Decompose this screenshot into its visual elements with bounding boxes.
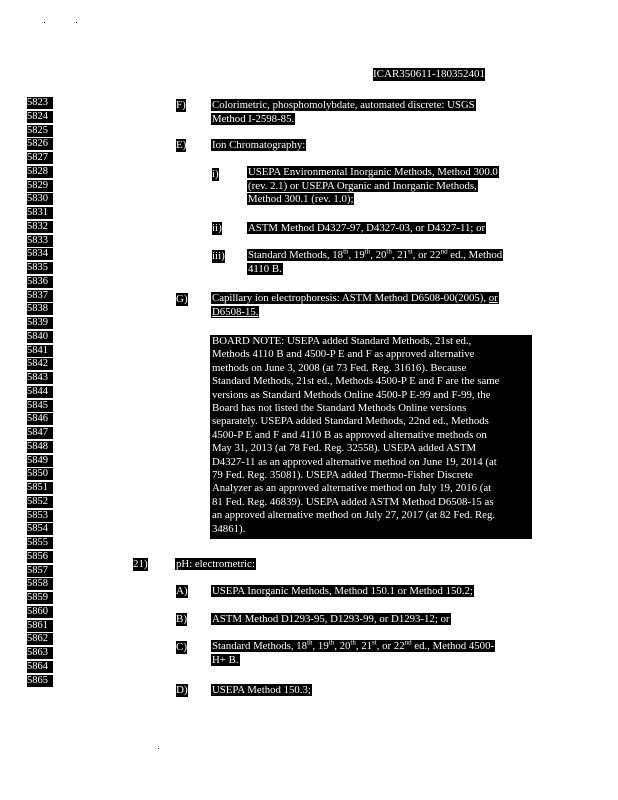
line-number: 5833	[27, 235, 53, 247]
line-number: 5831	[27, 207, 53, 219]
item-marker-f: F)	[176, 99, 186, 111]
subitem-marker-e-iii: iii)	[212, 250, 225, 262]
document-id: ICAR350611-180352401	[373, 68, 486, 80]
line-number: 5848	[27, 441, 53, 453]
board-note-line: Board has not listed the Standard Methods Online versions	[212, 402, 467, 415]
line-number: 5830	[27, 193, 53, 205]
board-note	[210, 335, 532, 539]
board-note-line: versions as Standard Methods Online 4500-P E-99 and F-99, the	[212, 388, 491, 401]
line-number: 5829	[27, 180, 53, 192]
line-number: 5855	[27, 537, 53, 549]
item-marker-b: B)	[176, 613, 187, 625]
line-number: 5840	[27, 331, 53, 343]
board-note-line: Standard Methods, 21st ed., Methods 4500-P E and F are the same	[212, 375, 500, 388]
item-marker-e: E)	[176, 139, 187, 151]
line-number: 5851	[27, 482, 53, 494]
line-number: 5843	[27, 372, 53, 384]
item-21-text: pH: electrometric:	[176, 558, 255, 570]
item-g-text: Capillary ion electrophoresis: ASTM Method D6508-00(2005), or D6508-15.	[212, 292, 498, 318]
line-number: 5860	[27, 606, 53, 618]
item-marker-g: G)	[176, 293, 188, 305]
line-number: 5847	[27, 427, 53, 439]
item-marker-d: D)	[176, 684, 188, 696]
board-note-line: D4327-11 as an approved alternative method on June 19, 2014 (at	[212, 455, 497, 468]
line-number: 5849	[27, 455, 53, 467]
line-number: 5861	[27, 620, 53, 632]
line-number: 5836	[27, 276, 53, 288]
line-number: 5824	[27, 111, 53, 123]
line-number: 5826	[27, 138, 53, 150]
board-note-line: BOARD NOTE: USEPA added Standard Methods, 21st ed.,	[212, 335, 472, 347]
line-number: 5853	[27, 510, 53, 522]
line-number: 5842	[27, 358, 53, 370]
board-note-line: 34861).	[212, 522, 246, 535]
line-number: 5845	[27, 400, 53, 412]
line-number: 5854	[27, 523, 53, 535]
board-note-line: separately. USEPA added Standard Methods, 22nd ed., Methods	[212, 415, 489, 428]
line-number: 5858	[27, 578, 53, 590]
item-a-text: USEPA Inorganic Methods, Method 150.1 or Method 150.2;	[212, 585, 473, 597]
item-d-text: USEPA Method 150.3;	[212, 684, 311, 696]
line-number: 5837	[27, 290, 53, 302]
line-number: 5841	[27, 345, 53, 357]
subitem-marker-e-ii: ii)	[212, 222, 222, 234]
board-note-line: May 31, 2013 (at 78 Fed. Reg. 32558). USEPA added ASTM	[212, 442, 477, 455]
board-note-line: Analyzer as an approved alternative method on July 19, 2016 (at	[212, 482, 492, 495]
line-number: 5839	[27, 317, 53, 329]
line-number: 5828	[27, 166, 53, 178]
item-f-text: Colorimetric, phosphomolybdate, automated discrete: USGS Method I-2598-85.	[212, 99, 475, 125]
item-e-text: Ion Chromatography:	[212, 139, 306, 151]
line-number: 5856	[27, 551, 53, 563]
board-note-line: 81 Fed. Reg. 46839). USEPA added ASTM Method D6508-15 as	[212, 495, 494, 508]
line-number: 5865	[27, 675, 53, 687]
line-number: 5859	[27, 592, 53, 604]
board-note-line: 79 Fed. Reg. 35081). USEPA added Thermo-Fisher Discrete	[212, 469, 473, 482]
line-number: 5857	[27, 565, 53, 577]
line-number: 5838	[27, 303, 53, 315]
board-note-line: methods on June 3, 2008 (at 73 Fed. Reg. 31616). Because	[212, 361, 467, 374]
line-number: 5850	[27, 468, 53, 480]
line-number: 5832	[27, 221, 53, 233]
line-number: 5863	[27, 647, 53, 659]
board-note-line: 4500-P E and F and 4110 B as approved alternative methods on	[212, 428, 487, 441]
line-number: 5846	[27, 413, 53, 425]
board-note-line: an approved alternative method on July 27, 2017 (at 82 Fed. Reg.	[212, 509, 496, 522]
subitem-e-iii-text: Standard Methods, 18th, 19th, 20th, 21st, or 22nd ed., Method 4110 B.	[248, 247, 503, 275]
line-number: 5862	[27, 633, 53, 645]
item-marker-a: A)	[176, 585, 188, 597]
subitem-marker-e-i: i)	[212, 168, 219, 180]
line-number: 5844	[27, 386, 53, 398]
line-number: 5823	[27, 97, 53, 109]
line-number: 5827	[27, 152, 53, 164]
subitem-e-i-text: USEPA Environmental Inorganic Methods, Method 300.0 (rev. 2.1) or USEPA Organic and Inorganic Methods, Method 300.1 (rev. 1.0);	[248, 166, 498, 206]
item-c-text: Standard Methods, 18th, 19th, 20th, 21st, or 22nd ed., Method 4500- H+ B.	[212, 638, 495, 666]
line-number: 5835	[27, 262, 53, 274]
item-b-text: ASTM Method D1293-95, D1293-99, or D1293-12; or	[212, 613, 450, 625]
subitem-e-ii-text: ASTM Method D4327-97, D4327-03, or D4327-11; or	[248, 222, 486, 234]
line-number: 5852	[27, 496, 53, 508]
line-number: 5834	[27, 248, 53, 260]
line-number: 5825	[27, 125, 53, 137]
line-number: 5864	[27, 661, 53, 673]
board-note-line: Methods 4110 B and 4500-P E and F as approved alternative	[212, 348, 475, 361]
item-marker-c: C)	[176, 641, 187, 653]
item-marker-21: 21)	[133, 558, 148, 570]
